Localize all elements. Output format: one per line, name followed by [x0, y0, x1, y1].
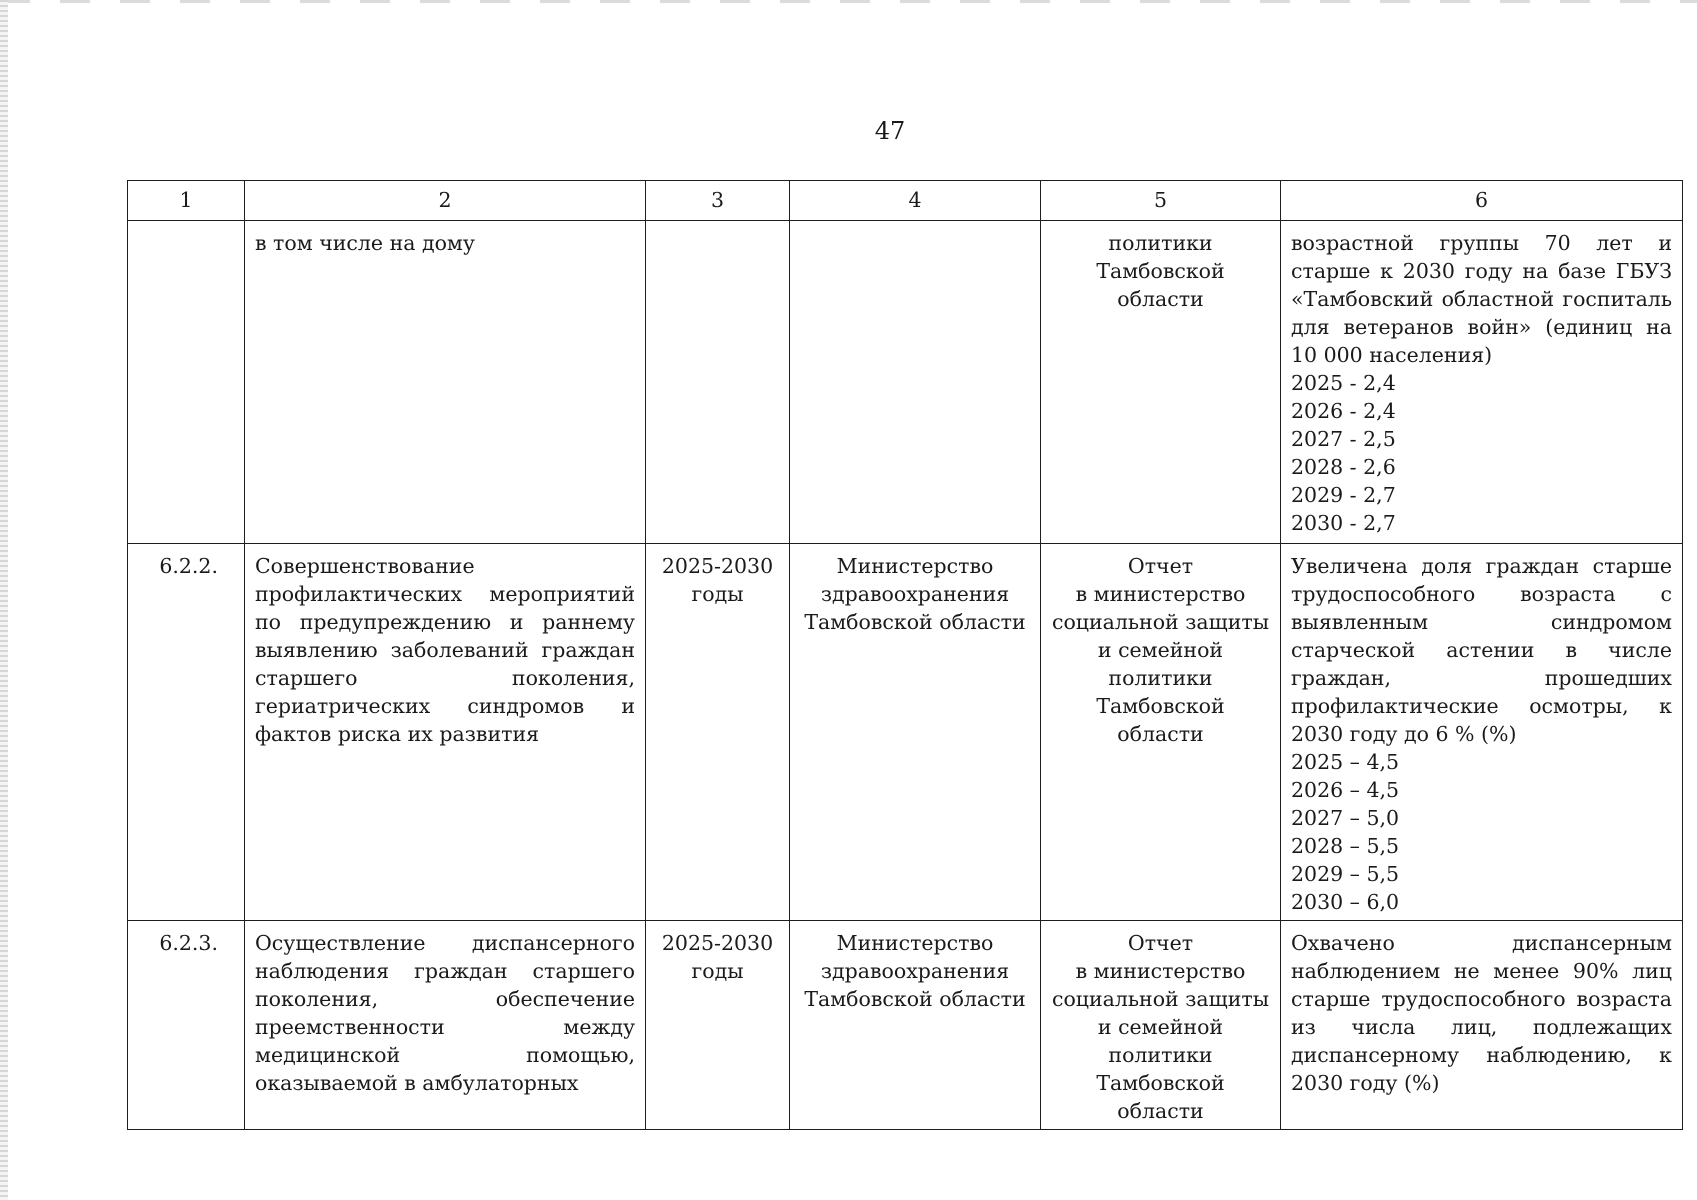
result-text: Охвачено диспансерным наблюдением не менее 90% лиц старше трудоспособного возраста из числа лиц, подлежащих диспансерному наблюдению, к 2030 году (%): [1291, 931, 1672, 1095]
item-number: [128, 221, 245, 544]
page-number: 47: [874, 117, 906, 145]
report-line: политики: [1108, 1043, 1213, 1067]
activity-cell: Совершенствование профилактических мероприятий по предупреждению и раннему выявлению заболеваний граждан старшего поколения, гериатрических синдромов и фактов риска их развития: [245, 544, 646, 921]
period-cell: [646, 221, 790, 544]
result-text: Увеличена доля граждан старше трудоспособного возраста с выявленным синдромом старческой астении в числе граждан, прошедших профилактические осмотры, к 2030 году до 6 % (%): [1291, 554, 1672, 746]
activity-cell: в том числе на дому: [245, 221, 646, 544]
report-line: в министерство: [1075, 582, 1246, 606]
executor-cell: Министерство здравоохранения Тамбовской области: [790, 544, 1041, 921]
report-line: Тамбовской области: [1096, 694, 1225, 746]
report-line: Тамбовской области: [1096, 1071, 1225, 1123]
period-cell: 2025-2030 годы: [646, 544, 790, 921]
result-cell: [1281, 221, 1683, 544]
report-line: социальной защиты: [1051, 610, 1270, 634]
report-line: социальной защиты: [1051, 987, 1270, 1011]
indicator-value: 2027 - 2,5: [1291, 427, 1396, 451]
item-number: 6.2.3.: [128, 921, 245, 1130]
executor-cell: Министерство здравоохранения Тамбовской области: [790, 921, 1041, 1130]
indicator-value: 2025 - 2,4: [1291, 371, 1396, 395]
scan-artifact-top: [0, 0, 1697, 3]
indicator-value: 2029 - 2,7: [1291, 483, 1396, 507]
table-row: [128, 921, 1683, 1130]
program-table: [127, 180, 1683, 1130]
scan-artifact-edge: [0, 0, 8, 1200]
report-line: Отчет: [1127, 931, 1194, 955]
column-header-3: 3: [646, 181, 790, 221]
column-header-5: 5: [1041, 181, 1281, 221]
indicator-value: 2025 – 4,5: [1291, 750, 1400, 774]
report-line: и семейной: [1097, 638, 1224, 662]
column-header-4: 4: [790, 181, 1041, 221]
indicator-value: 2030 – 6,0: [1291, 890, 1400, 914]
report-line: политики: [1108, 666, 1213, 690]
column-header-2: 2: [245, 181, 646, 221]
column-header-6: 6: [1281, 181, 1683, 221]
report-line: Тамбовской области: [1096, 259, 1225, 311]
result-text: возрастной группы 70 лет и старше к 2030 году на базе ГБУЗ «Тамбовский областной госпиталь для ветеранов войн» (единиц на 10 000 населения): [1291, 231, 1672, 367]
report-cell: [1041, 544, 1281, 921]
indicator-value: 2028 – 5,5: [1291, 834, 1400, 858]
table-header-row: [128, 181, 1683, 221]
report-line: политики: [1108, 231, 1213, 255]
report-line: и семейной: [1097, 1015, 1224, 1039]
period-cell: 2025-2030 годы: [646, 921, 790, 1130]
table-row: [128, 221, 1683, 544]
executor-cell: [790, 221, 1041, 544]
indicator-value: 2028 - 2,6: [1291, 455, 1396, 479]
report-cell: [1041, 221, 1281, 544]
table-row: [128, 544, 1683, 921]
indicator-value: 2027 – 5,0: [1291, 806, 1400, 830]
indicator-value: 2030 - 2,7: [1291, 511, 1396, 535]
indicator-value: 2026 – 4,5: [1291, 778, 1400, 802]
activity-cell: Осуществление диспансерного наблюдения граждан старшего поколения, обеспечение преемственности между медицинской помощью, оказываемой в амбулаторных: [245, 921, 646, 1130]
result-cell: [1281, 544, 1683, 921]
result-cell: [1281, 921, 1683, 1130]
indicator-value: 2029 – 5,5: [1291, 862, 1400, 886]
indicator-value: 2026 - 2,4: [1291, 399, 1396, 423]
report-line: в министерство: [1075, 959, 1246, 983]
report-cell: [1041, 921, 1281, 1130]
report-line: Отчет: [1127, 554, 1194, 578]
item-number: 6.2.2.: [128, 544, 245, 921]
column-header-1: 1: [128, 181, 245, 221]
